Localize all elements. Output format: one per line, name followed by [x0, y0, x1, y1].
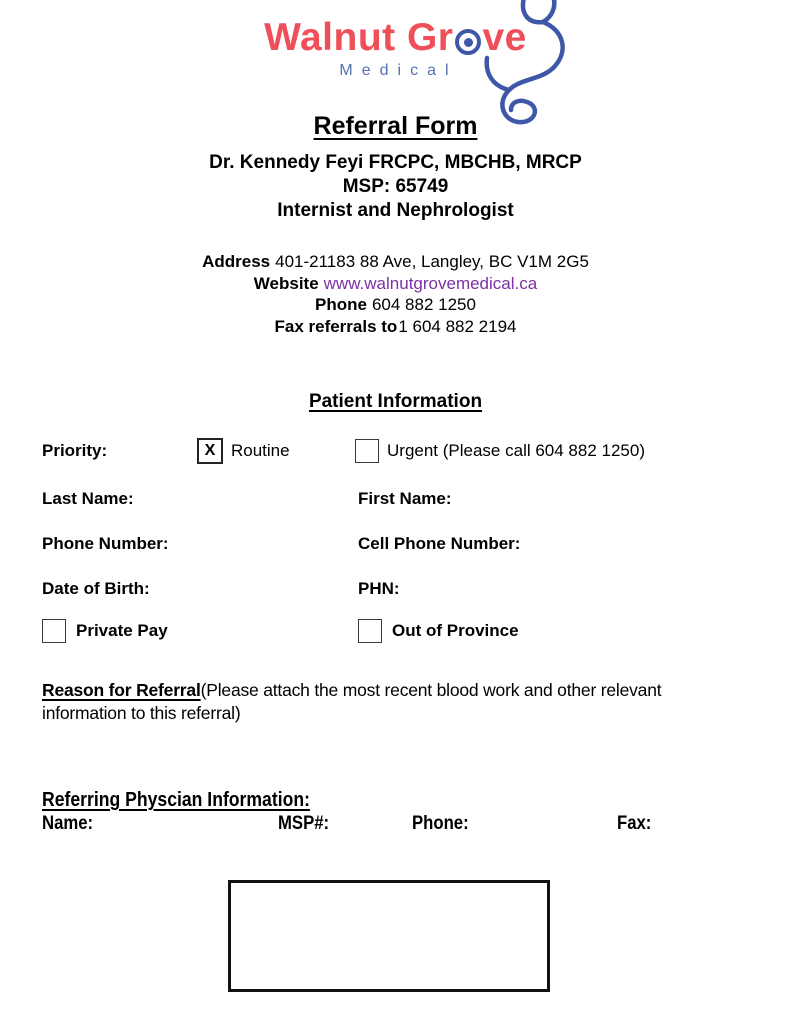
cell-phone-label: Cell Phone Number:: [358, 534, 521, 553]
referring-msp-label: MSP#:: [278, 813, 330, 834]
doctor-msp: MSP: 65749: [342, 176, 449, 197]
priority-row: [42, 438, 749, 464]
stamp-box[interactable]: [228, 880, 550, 992]
address-line: Address 401-21183 88 Ave, Langley, BC V1M 2G5: [202, 252, 589, 271]
referring-name-label: Name:: [42, 813, 94, 834]
name-row: [42, 488, 749, 509]
referring-fields-row: [42, 813, 749, 837]
stethoscope-chestpiece-icon: [455, 29, 481, 55]
routine-label: Routine: [231, 441, 290, 460]
referring-phone-label: Phone:: [412, 813, 469, 834]
website-link[interactable]: www.walnutgrovemedical.ca: [323, 273, 538, 293]
phone-number-label: Phone Number:: [42, 534, 169, 553]
clinic-logo: [0, 0, 791, 80]
form-title: Referral Form: [313, 112, 478, 140]
logo-text-post: ve: [482, 16, 527, 59]
patient-information-heading: Patient Information: [308, 391, 483, 412]
urgent-checkbox[interactable]: [355, 439, 379, 463]
referring-heading: Referring Physcian Information:: [42, 789, 310, 811]
private-pay-checkbox[interactable]: [42, 619, 66, 643]
doctor-name: Dr. Kennedy Feyi FRCPC, MBCHB, MRCP: [209, 152, 582, 173]
reason-note: (Please attach the most recent blood work and other relevant information to this referral): [42, 680, 662, 723]
logo-subtitle: Medical: [339, 62, 458, 79]
logo-text-pre: Walnut Gr: [264, 16, 454, 59]
reason-heading: Reason for Referral: [42, 680, 201, 700]
doctor-specialty: Internist and Nephrologist: [277, 200, 514, 221]
out-of-province-checkbox[interactable]: [358, 619, 382, 643]
reason-for-referral: [42, 679, 748, 725]
phn-label: PHN:: [358, 579, 400, 598]
phone-row: [42, 533, 749, 554]
routine-checkbox[interactable]: X: [197, 438, 223, 464]
phone-line: Phone 604 882 1250: [315, 295, 476, 314]
first-name-label: First Name:: [358, 489, 452, 508]
website-line: Website www.walnutgrovemedical.ca: [253, 273, 538, 293]
dob-row: [42, 578, 749, 599]
fax-line: Fax referrals to1 604 882 2194: [274, 316, 517, 336]
referring-physician-section: [42, 789, 749, 837]
priority-label: Priority:: [42, 441, 108, 460]
pay-options-row: [42, 619, 749, 643]
out-of-province-label: Out of Province: [392, 621, 519, 640]
dob-label: Date of Birth:: [42, 579, 150, 598]
clinic-contact-block: [0, 251, 791, 337]
last-name-label: Last Name:: [42, 489, 134, 508]
urgent-label: Urgent (Please call 604 882 1250): [387, 441, 645, 460]
private-pay-label: Private Pay: [76, 621, 168, 640]
referring-fax-label: Fax:: [617, 813, 652, 834]
